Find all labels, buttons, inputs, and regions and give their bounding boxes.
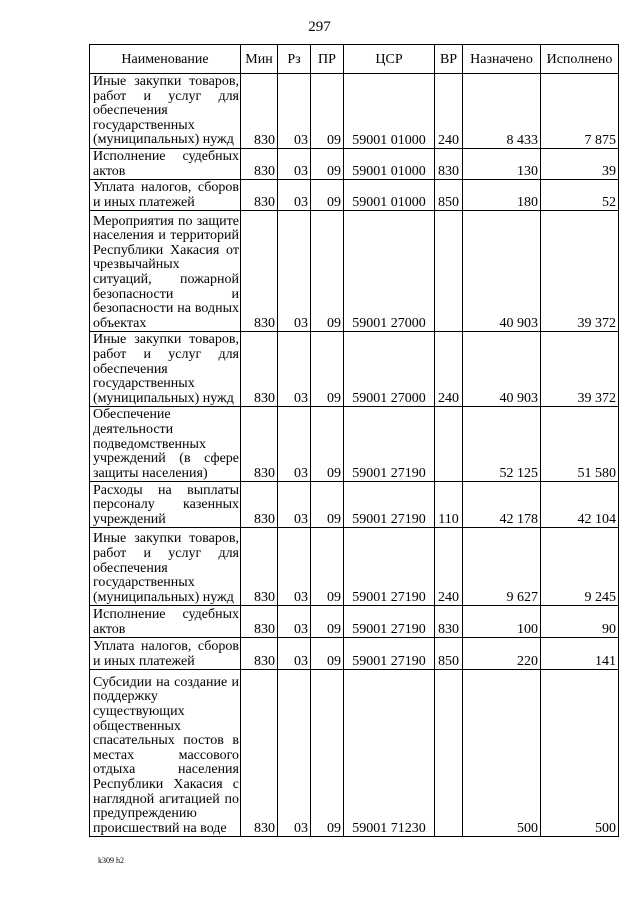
row-csr: 59001 01000	[344, 180, 435, 211]
row-name: Обеспечение деятельности подведомственных учреждений (в сфере защиты населения)	[90, 407, 241, 482]
row-min: 830	[241, 606, 278, 638]
row-name: Мероприятия по защите населения и территорий Республики Хакасия от чрезвычайных ситуаций, пожарной безопасности и безопасности на водных объектах	[90, 211, 241, 332]
row-rz: 03	[278, 148, 311, 179]
row-csr: 59001 27000	[344, 211, 435, 332]
row-assigned: 180	[463, 180, 541, 211]
row-rz: 03	[278, 482, 311, 528]
row-csr: 59001 27190	[344, 407, 435, 482]
row-executed: 90	[541, 606, 619, 638]
table-row	[90, 670, 619, 837]
row-rz: 03	[278, 74, 311, 149]
row-pr: 09	[311, 148, 344, 179]
row-assigned: 220	[463, 638, 541, 670]
row-vr: 240	[435, 332, 463, 407]
table-row	[90, 332, 619, 407]
header-executed: Исполнено	[541, 45, 619, 74]
row-executed: 141	[541, 638, 619, 670]
row-rz: 03	[278, 332, 311, 407]
row-vr	[435, 211, 463, 332]
row-vr	[435, 670, 463, 837]
row-name: Иные закупки товаров, работ и услуг для обеспечения государственных (муниципальных) нужд	[90, 74, 241, 149]
table-row	[90, 482, 619, 528]
row-pr: 09	[311, 407, 344, 482]
row-name: Исполнение судебных актов	[90, 606, 241, 638]
table-header-row	[90, 45, 619, 74]
table-row	[90, 407, 619, 482]
row-name: Расходы на выплаты персоналу казенных учреждений	[90, 482, 241, 528]
row-executed: 500	[541, 670, 619, 837]
page-number: 297	[308, 19, 331, 35]
row-pr: 09	[311, 482, 344, 528]
row-min: 830	[241, 528, 278, 606]
row-pr: 09	[311, 638, 344, 670]
row-executed: 39 372	[541, 211, 619, 332]
row-assigned: 40 903	[463, 332, 541, 407]
row-min: 830	[241, 332, 278, 407]
row-vr: 110	[435, 482, 463, 528]
table-row	[90, 180, 619, 211]
row-assigned: 9 627	[463, 528, 541, 606]
row-assigned: 130	[463, 148, 541, 179]
row-csr: 59001 01000	[344, 74, 435, 149]
table-row	[90, 148, 619, 179]
row-vr: 240	[435, 74, 463, 149]
row-vr: 850	[435, 638, 463, 670]
row-name: Исполнение судебных актов	[90, 148, 241, 179]
row-min: 830	[241, 74, 278, 149]
row-vr: 850	[435, 180, 463, 211]
row-executed: 52	[541, 180, 619, 211]
row-rz: 03	[278, 670, 311, 837]
row-executed: 9 245	[541, 528, 619, 606]
row-csr: 59001 01000	[344, 148, 435, 179]
table-row	[90, 638, 619, 670]
row-executed: 51 580	[541, 407, 619, 482]
row-executed: 39 372	[541, 332, 619, 407]
budget-table	[89, 44, 619, 837]
header-pr: ПР	[311, 45, 344, 74]
row-name: Иные закупки товаров, работ и услуг для обеспечения государственных (муниципальных) нужд	[90, 528, 241, 606]
row-name: Иные закупки товаров, работ и услуг для обеспечения государственных (муниципальных) нужд	[90, 332, 241, 407]
row-assigned: 52 125	[463, 407, 541, 482]
row-executed: 7 875	[541, 74, 619, 149]
row-rz: 03	[278, 528, 311, 606]
header-vr: ВР	[435, 45, 463, 74]
header-rz: Рз	[278, 45, 311, 74]
row-vr: 830	[435, 606, 463, 638]
row-rz: 03	[278, 180, 311, 211]
row-assigned: 40 903	[463, 211, 541, 332]
row-min: 830	[241, 148, 278, 179]
row-assigned: 100	[463, 606, 541, 638]
row-min: 830	[241, 180, 278, 211]
footer-code: k309 h2	[98, 856, 124, 865]
row-assigned: 42 178	[463, 482, 541, 528]
header-name: Наименование	[90, 45, 241, 74]
row-csr: 59001 71230	[344, 670, 435, 837]
row-min: 830	[241, 482, 278, 528]
header-assigned: Назначено	[463, 45, 541, 74]
row-pr: 09	[311, 74, 344, 149]
row-name: Уплата налогов, сборов и иных платежей	[90, 638, 241, 670]
row-csr: 59001 27190	[344, 606, 435, 638]
row-pr: 09	[311, 211, 344, 332]
row-pr: 09	[311, 180, 344, 211]
row-pr: 09	[311, 528, 344, 606]
row-min: 830	[241, 670, 278, 837]
row-csr: 59001 27000	[344, 332, 435, 407]
row-min: 830	[241, 211, 278, 332]
row-pr: 09	[311, 670, 344, 837]
header-csr: ЦСР	[344, 45, 435, 74]
row-min: 830	[241, 407, 278, 482]
row-name: Субсидии на создание и поддержку существующих общественных спасательных постов в местах массового отдыха населения Республики Хакасия с наглядной агитацией по предупреждению происшествий на воде	[90, 670, 241, 837]
row-pr: 09	[311, 332, 344, 407]
row-rz: 03	[278, 211, 311, 332]
row-csr: 59001 27190	[344, 482, 435, 528]
row-min: 830	[241, 638, 278, 670]
table-row	[90, 528, 619, 606]
row-pr: 09	[311, 606, 344, 638]
row-rz: 03	[278, 407, 311, 482]
row-rz: 03	[278, 606, 311, 638]
row-assigned: 8 433	[463, 74, 541, 149]
row-vr: 240	[435, 528, 463, 606]
row-csr: 59001 27190	[344, 528, 435, 606]
row-executed: 42 104	[541, 482, 619, 528]
row-csr: 59001 27190	[344, 638, 435, 670]
table-row	[90, 74, 619, 149]
header-min: Мин	[241, 45, 278, 74]
row-rz: 03	[278, 638, 311, 670]
row-assigned: 500	[463, 670, 541, 837]
table-row	[90, 606, 619, 638]
row-name: Уплата налогов, сборов и иных платежей	[90, 180, 241, 211]
row-executed: 39	[541, 148, 619, 179]
table-row	[90, 211, 619, 332]
row-vr	[435, 407, 463, 482]
row-vr: 830	[435, 148, 463, 179]
